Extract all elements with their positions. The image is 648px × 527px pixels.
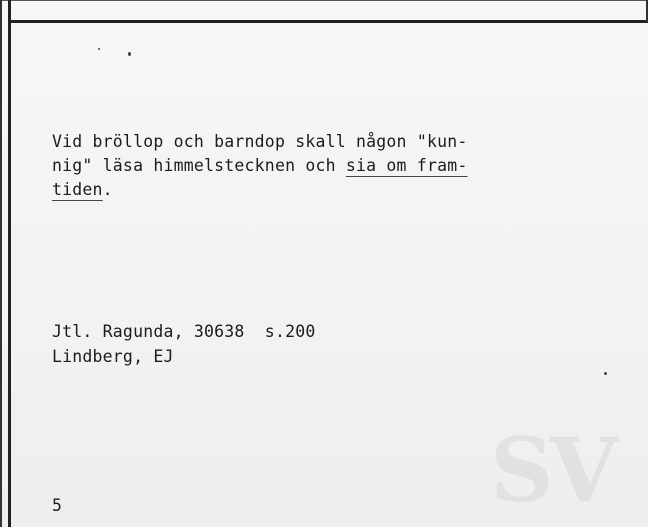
ink-speck [98, 48, 100, 50]
ink-speck [604, 372, 607, 375]
top-border [8, 20, 648, 23]
card-number: 5 [52, 496, 63, 515]
left-border-thin [0, 0, 2, 527]
body-line-1: Vid bröllop och barndop skall någon "kun- [52, 132, 468, 151]
body-line-3: tiden. [52, 180, 113, 199]
source-line-2: Lindberg, EJ [52, 347, 174, 366]
left-border [8, 0, 11, 527]
watermark-stamp: SV [490, 418, 614, 522]
ink-speck [128, 52, 131, 56]
source-line-1: Jtl. Ragunda, 30638 s.200 [52, 322, 316, 341]
top-border-thin [0, 0, 648, 1]
body-line-2: nig" läsa himmelstecknen och sia om fram- [52, 156, 468, 175]
